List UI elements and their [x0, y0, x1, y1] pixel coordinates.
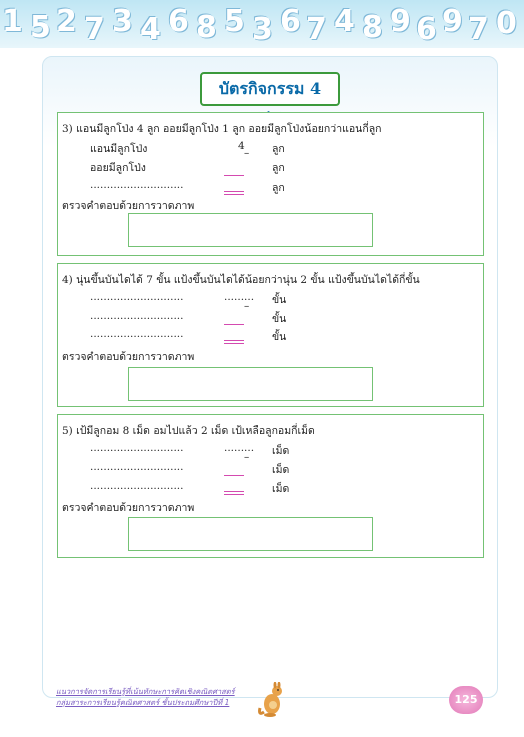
subtraction-line — [224, 175, 244, 176]
check-instruction: ตรวจคำตอบด้วยการวาดภาพ — [62, 502, 195, 514]
answer-blank[interactable]: ............................ — [90, 461, 184, 473]
question-5-text: 5) เป้มีลูกอม 8 เม็ด อมไปแล้ว 2 เม็ด เป้เหลือลูกอมกี่เม็ด — [62, 425, 315, 437]
unit-label: เม็ด — [272, 464, 290, 476]
banner-digit: 1 — [2, 4, 23, 39]
answer-blank[interactable]: ............................ — [90, 480, 184, 492]
unit-label: ขั้น — [272, 313, 287, 325]
q3-row1-unit: ลูก — [272, 143, 285, 155]
banner-digit: 8 — [362, 10, 383, 45]
banner-digit: 7 — [306, 12, 327, 47]
minus-sign: – — [244, 451, 250, 463]
banner-digit: 6 — [416, 12, 437, 47]
banner-digit: 7 — [84, 12, 105, 47]
equals-line — [224, 491, 244, 492]
drawing-area[interactable] — [128, 367, 373, 401]
answer-blank-short[interactable]: ......... — [224, 291, 255, 303]
banner-digit: 6 — [280, 4, 301, 39]
banner-digit: 6 — [168, 4, 189, 39]
banner-digit: 3 — [252, 12, 273, 47]
unit-label: เม็ด — [272, 445, 290, 457]
drawing-area[interactable] — [128, 213, 373, 247]
q3-row1-label: แอนมีลูกโป่ง — [90, 143, 148, 155]
q3-row2-unit: ลูก — [272, 162, 285, 174]
answer-blank-short[interactable]: ......... — [224, 442, 255, 454]
question-3-box — [57, 112, 484, 256]
equals-line — [224, 343, 244, 344]
question-5-box — [57, 414, 484, 558]
question-4-text: 4) นุ่นขึ้นบันไดได้ 7 ขั้น แป้งขึ้นบันไดได้น้อยกว่านุ่น 2 ขั้น แป้งขึ้นบันไดได้กี่ขั้น — [62, 274, 420, 286]
drawing-area[interactable] — [128, 517, 373, 551]
banner-digit: 8 — [196, 10, 217, 45]
question-3-text: 3) แอนมีลูกโป่ง 4 ลูก ออยมีลูกโป่ง 1 ลูก ออยมีลูกโป่งน้อยกว่าแอนกี่ลูก — [62, 123, 382, 135]
banner-digit: 0 — [496, 6, 517, 41]
unit-label: เม็ด — [272, 483, 290, 495]
check-instruction: ตรวจคำตอบด้วยการวาดภาพ — [62, 200, 195, 212]
banner-digit: 4 — [334, 4, 355, 39]
minus-sign: – — [244, 147, 250, 159]
unit-label: ขั้น — [272, 294, 287, 306]
unit-label: ขั้น — [272, 331, 287, 343]
banner-digit: 9 — [442, 4, 463, 39]
banner-digit: 5 — [224, 4, 245, 39]
page-title: บัตรกิจกรรม 4 — [200, 72, 340, 106]
minus-sign: – — [244, 300, 250, 312]
equals-line — [224, 494, 244, 495]
q3-row1-value: 4 — [238, 140, 245, 152]
equals-line — [224, 191, 244, 192]
answer-blank[interactable]: ............................ — [90, 442, 184, 454]
answer-blank[interactable]: ............................ — [90, 328, 184, 340]
subtraction-line — [224, 324, 244, 325]
kangaroo-mascot-icon — [258, 682, 288, 718]
banner-digit: 4 — [140, 12, 161, 47]
check-instruction: ตรวจคำตอบด้วยการวาดภาพ — [62, 351, 195, 363]
answer-blank[interactable]: ............................ — [90, 291, 184, 303]
answer-blank[interactable]: ............................ — [90, 310, 184, 322]
subtraction-line — [224, 475, 244, 476]
q3-row3-blank: ............................ — [90, 179, 184, 191]
number-banner — [0, 0, 524, 48]
page-number: 125 — [449, 686, 483, 714]
question-4-box — [57, 263, 484, 407]
equals-line — [224, 340, 244, 341]
footer-line-2: กลุ่มสาระการเรียนรู้คณิตศาสตร์ ชั้นประถมศึกษาปีที่ 1 — [56, 698, 230, 707]
banner-digit: 3 — [112, 4, 133, 39]
footer-line-1: แนวการจัดการเรียนรู้ที่เน้นทักษะการคิดเชิงคณิตศาสตร์ — [56, 687, 235, 696]
footer-caption — [56, 686, 235, 708]
q3-row2-label: ออยมีลูกโป่ง — [90, 162, 146, 174]
banner-digit: 9 — [390, 4, 411, 39]
banner-digit: 2 — [56, 4, 77, 39]
q3-row3-unit: ลูก — [272, 182, 285, 194]
banner-digit: 7 — [468, 12, 489, 47]
equals-line — [224, 194, 244, 195]
banner-digit: 5 — [30, 10, 51, 45]
